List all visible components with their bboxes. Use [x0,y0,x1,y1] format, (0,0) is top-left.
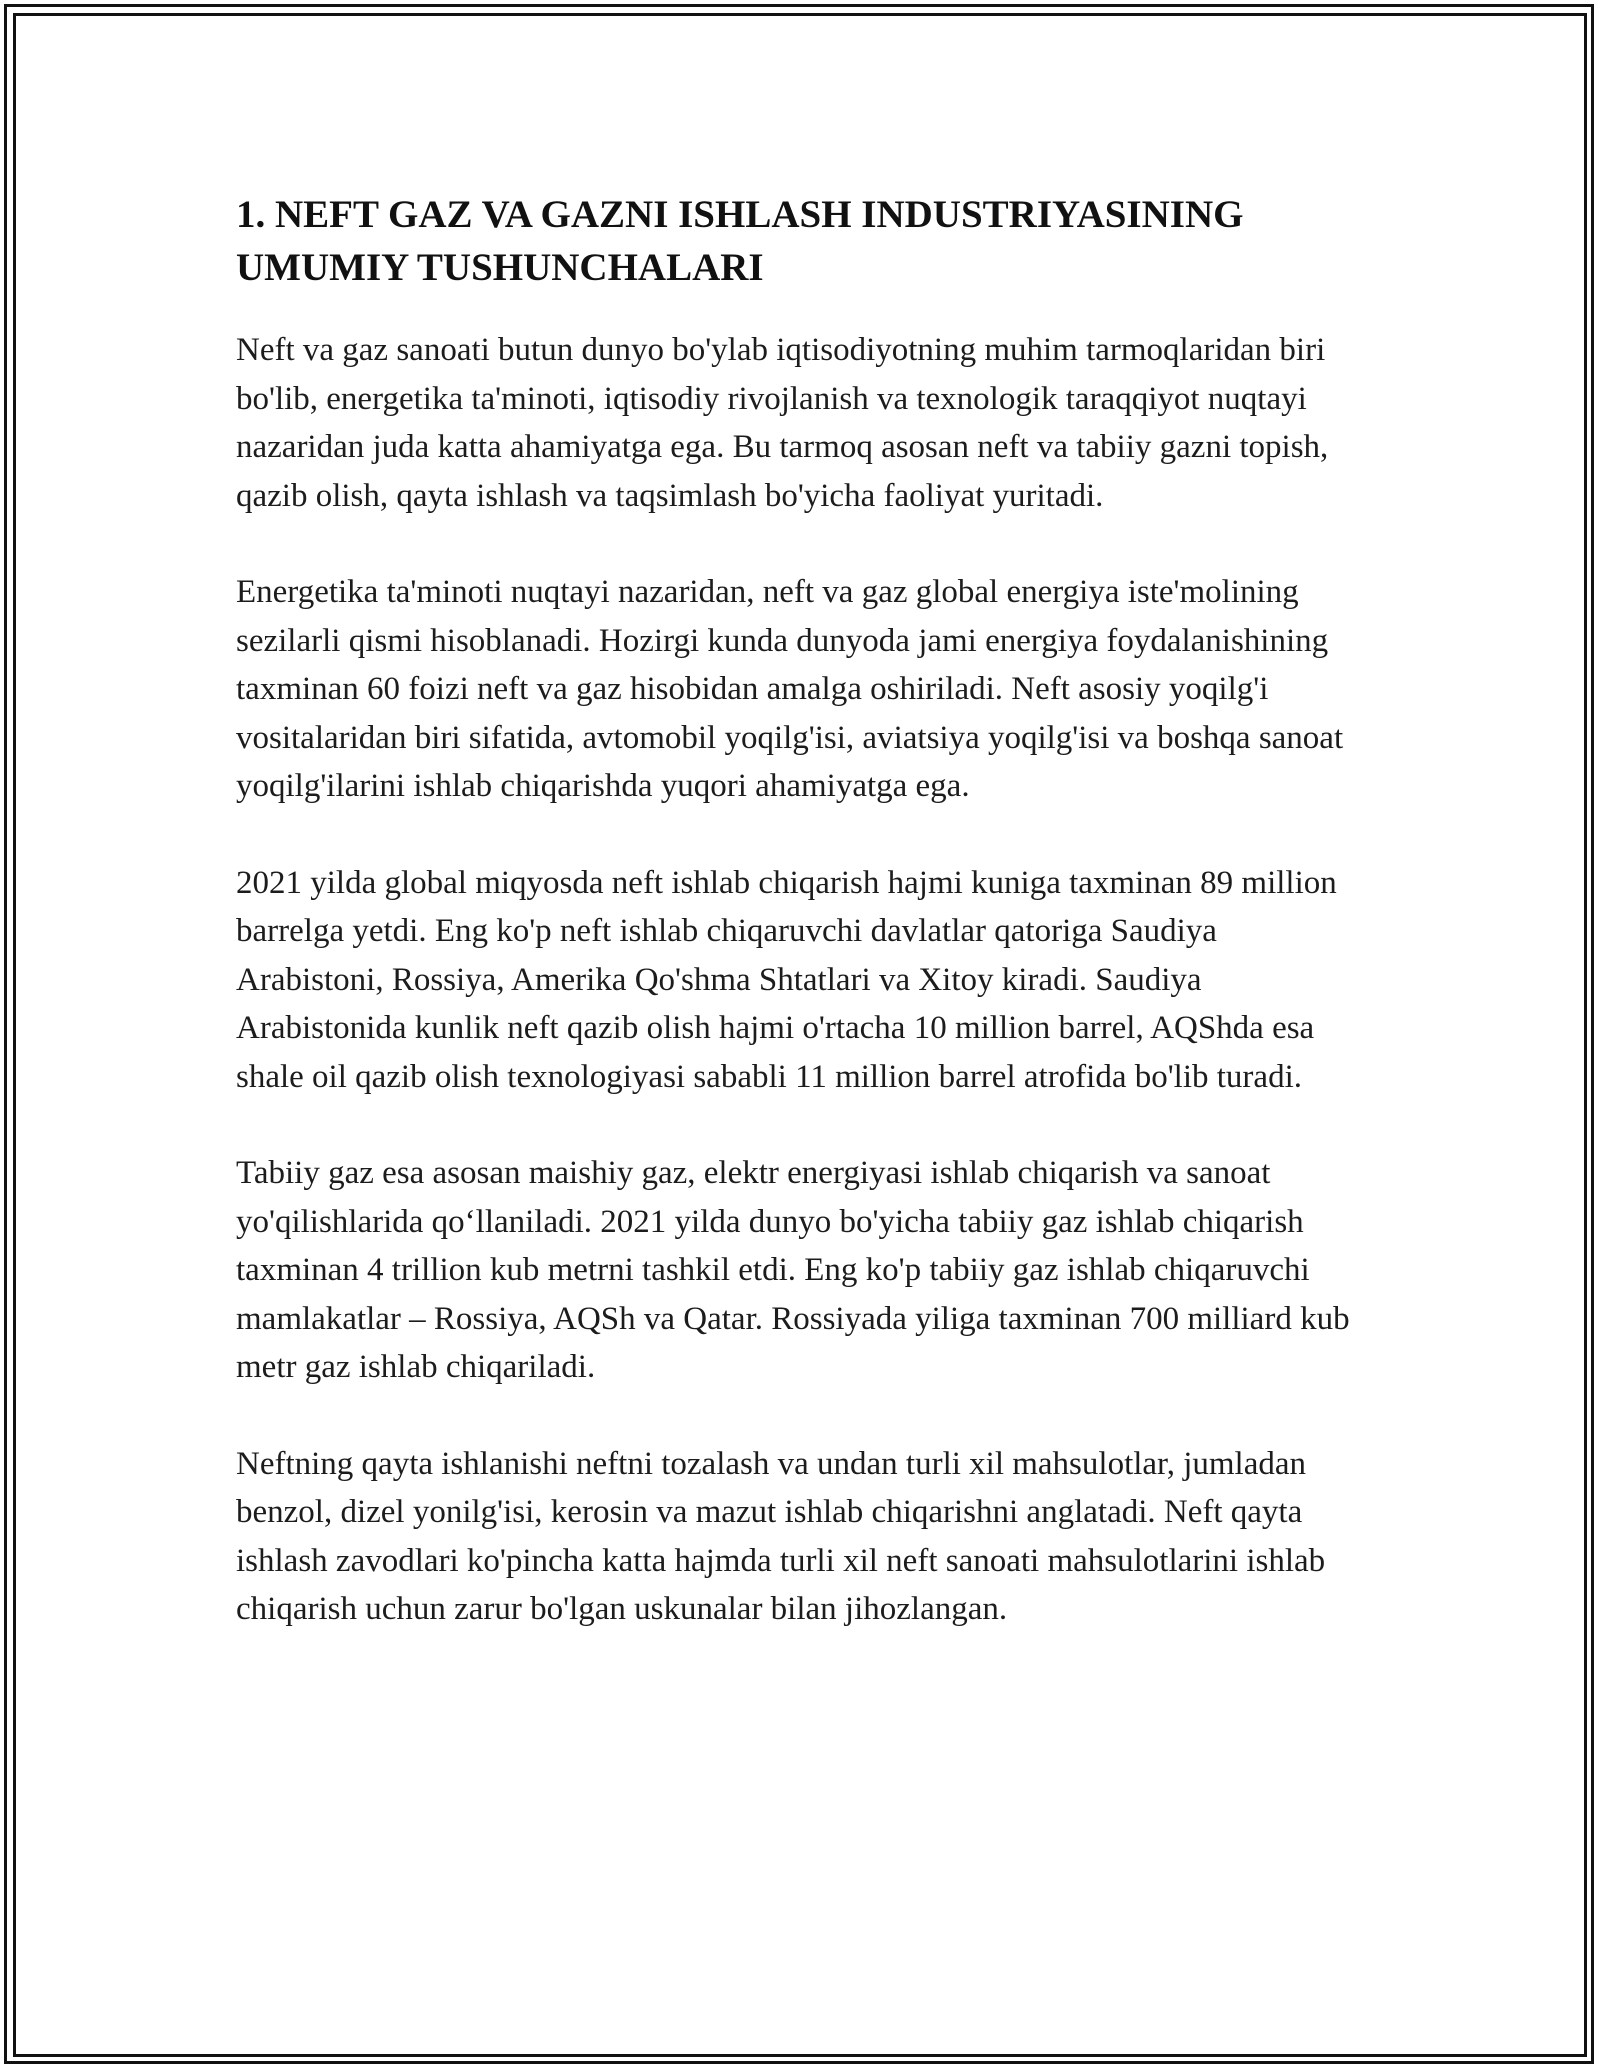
section-title-line-2: UMUMIY TUSHUNCHALARI [236,246,764,289]
paragraph-refining: Neftning qayta ishlanishi neftni tozalash va undan turli xil mahsulotlar, jumladan benzol, dizel yonilg'isi, kerosin va mazut ishlab chiqarishni anglatadi. Neft qayta ishlash zavodlari ko'pincha katta hajmda turli xil neft sanoati mahsulotlarini ishlab chiqarish uchun zarur bo'lgan uskunalar bilan jihozlangan. [236,1445,1326,1627]
paragraph-natural-gas: Tabiiy gaz esa asosan maishiy gaz, elektr energiyasi ishlab chiqarish va sanoat yo'qilishlarida qo‘llaniladi. 2021 yilda dunyo bo'yicha tabiiy gaz ishlab chiqarish taxminan 4 trillion kub metrni tashkil etdi. Eng ko'p tabiiy gaz ishlab chiqaruvchi mamlakatlar – Rossiya, AQSh va Qatar. Rossiyada yiliga taxminan 700 milliard kub metr gaz ishlab chiqariladi. [236,1155,1350,1385]
section-title-line-1: 1. NEFT GAZ VA GAZNI ISHLASH INDUSTRIYASINING [236,193,1244,236]
paragraph-energy-supply: Energetika ta'minoti nuqtayi nazaridan, neft va gaz global energiya iste'molining sezilarli qismi hisoblanadi. Hozirgi kunda dunyoda jami energiya foydalanishining taxminan 60 foizi neft va gaz hisobidan amalga oshiriladi. Neft asosiy yoqilg'i vositalaridan biri sifatida, avtomobil yoqilg'isi, aviatsiya yoqilg'isi va boshqa sanoat yoqilg'ilarini ishlab chiqarishda yuqori ahamiyatga ega. [236,574,1344,804]
paragraph-oil-production: 2021 yilda global miqyosda neft ishlab chiqarish hajmi kuniga taxminan 89 million barrelga yetdi. Eng ko'p neft ishlab chiqaruvchi davlatlar qatoriga Saudiya Arabistoni, Rossiya, Amerika Qo'shma Shtatlari va Xitoy kiradi. Saudiya Arabistonida kunlik neft qazib olish hajmi o'rtacha 10 million barrel, AQShda esa shale oil qazib olish texnologiyasi sababli 11 million barrel atrofida bo'lib turadi. [236,864,1337,1095]
section-title [236,188,1366,294]
document-body [236,188,1366,1634]
paragraph-intro: Neft va gaz sanoati butun dunyo bo'ylab iqtisodiyotning muhim tarmoqlaridan biri bo'lib, energetika ta'minoti, iqtisodiy rivojlanish va texnologik taraqqiyot nuqtayi nazaridan juda katta ahamiyatga ega. Bu tarmoq asosan neft va tabiiy gazni topish, qazib olish, qayta ishlash va taqsimlash bo'yicha faoliyat yuritadi. [236,332,1329,514]
